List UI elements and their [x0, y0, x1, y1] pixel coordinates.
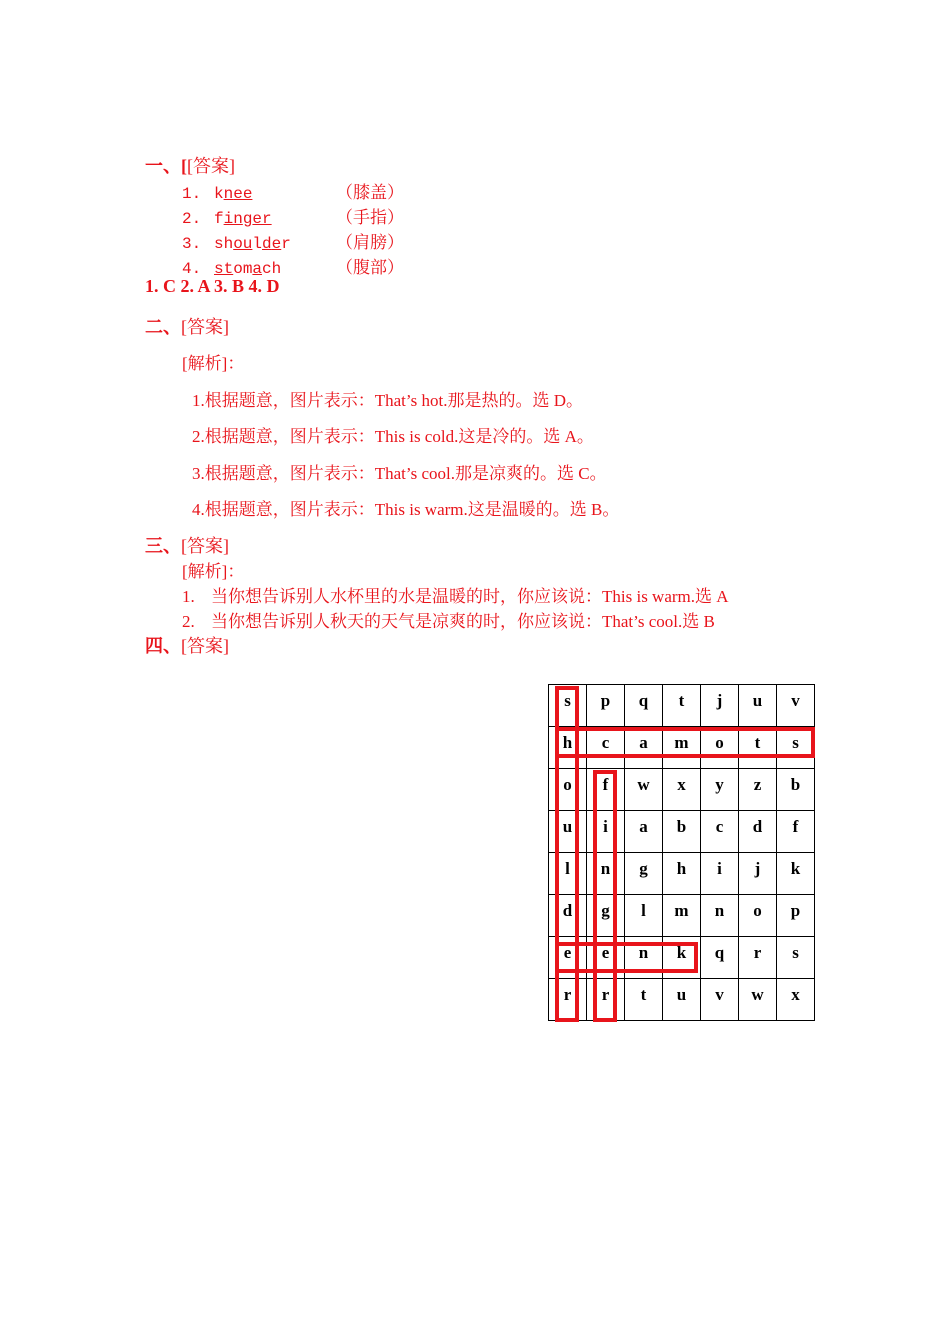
grid-cell: o: [739, 895, 777, 937]
grid-cell: a: [625, 727, 663, 769]
grid-cell: t: [739, 727, 777, 769]
highlight-box-stomachs: [555, 727, 815, 758]
grid-cell: c: [587, 727, 625, 769]
underlined-letters: ou: [233, 235, 253, 253]
highlight-box-finger: [593, 770, 617, 1022]
letters: sh: [214, 235, 234, 253]
grid-cell: h: [549, 727, 587, 769]
grid-row: [549, 853, 815, 895]
section-3-analysis-tag: [解析]：: [182, 562, 245, 581]
underlined-letters: st: [214, 260, 234, 278]
grid-row: [549, 685, 815, 727]
explanation-number: 1.: [182, 587, 195, 606]
grid-cell: m: [663, 895, 701, 937]
letters: l: [252, 235, 263, 253]
grid-cell: r: [549, 979, 587, 1021]
grid-cell: p: [777, 895, 815, 937]
grid-cell: g: [587, 895, 625, 937]
underlined-letters: er: [252, 210, 272, 228]
analysis-line: 2.根据题意，图片表示：This is cold.这是冷的。选 A。: [192, 427, 594, 446]
grid-cell: u: [739, 685, 777, 727]
underlined-letters: ee: [233, 185, 253, 203]
grid-row: [549, 895, 815, 937]
grid-cell: m: [663, 727, 701, 769]
grid-cell: i: [701, 853, 739, 895]
grid-cell: b: [777, 769, 815, 811]
grid-row: [549, 811, 815, 853]
vocab-meaning: （膝盖）: [336, 183, 404, 202]
grid-cell: a: [625, 811, 663, 853]
grid-cell: l: [625, 895, 663, 937]
grid-cell: j: [701, 685, 739, 727]
vocab-meaning: （腹部）: [336, 258, 404, 277]
grid-cell: e: [549, 937, 587, 979]
letters: g: [242, 210, 253, 228]
underlined-letters: d: [262, 235, 272, 253]
vocab-item-number: 1.: [182, 185, 202, 203]
explanation-text: 当你想告诉别人秋天的天气是凉爽的时，你应该说：That’s cool.选 B: [211, 612, 715, 631]
section-4-number: 四、: [145, 636, 181, 656]
grid-cell: z: [739, 769, 777, 811]
grid-cell: h: [663, 853, 701, 895]
letters: r: [281, 235, 291, 253]
grid-cell: n: [587, 853, 625, 895]
vocab-word: [214, 235, 336, 253]
vocab-word: [214, 210, 336, 228]
grid-cell: k: [777, 853, 815, 895]
grid-cell: b: [663, 811, 701, 853]
explanation-line: [182, 607, 715, 632]
grid-cell: o: [701, 727, 739, 769]
section-4-heading: [145, 632, 229, 658]
section-4-answer-tag: [答案]: [181, 636, 229, 656]
grid-cell: i: [587, 811, 625, 853]
grid-cell: u: [663, 979, 701, 1021]
grid-cell: l: [549, 853, 587, 895]
answer-tag-text: [答案]: [187, 156, 235, 176]
grid-cell: c: [701, 811, 739, 853]
vocab-item: [182, 253, 404, 278]
grid-cell: x: [777, 979, 815, 1021]
underlined-letters: n: [223, 185, 234, 203]
grid-cell: s: [549, 685, 587, 727]
grid-cell: x: [663, 769, 701, 811]
grid-cell: u: [549, 811, 587, 853]
vocab-item-number: 3.: [182, 235, 202, 253]
grid-cell: o: [549, 769, 587, 811]
grid-cell: r: [587, 979, 625, 1021]
section-3-number: 三、: [145, 536, 181, 556]
grid-row: [549, 979, 815, 1021]
grid-cell: p: [587, 685, 625, 727]
underlined-letters: e: [271, 235, 282, 253]
vocab-item: [182, 228, 404, 253]
answer-tag-bracket: [: [181, 156, 187, 176]
grid-cell: f: [587, 769, 625, 811]
section-2-answer-tag: [答案]: [181, 317, 229, 337]
grid-cell: q: [701, 937, 739, 979]
grid-cell: d: [739, 811, 777, 853]
grid-cell: w: [625, 769, 663, 811]
vocab-word: [214, 185, 336, 203]
grid-cell: y: [701, 769, 739, 811]
analysis-line: 4.根据题意，图片表示：This is warm.这是温暖的。选 B。: [192, 500, 620, 519]
section-1-heading: [145, 152, 235, 178]
section-1-number: 一、: [145, 156, 181, 176]
letters: m: [242, 260, 253, 278]
section-2-analysis-tag: [解析]：: [182, 354, 245, 373]
grid-cell: v: [701, 979, 739, 1021]
vocab-item: [182, 203, 404, 228]
grid-cell: t: [625, 979, 663, 1021]
grid-cell: j: [739, 853, 777, 895]
grid-cell: f: [777, 811, 815, 853]
grid-cell: n: [701, 895, 739, 937]
grid-cell: n: [625, 937, 663, 979]
explanation-line: [182, 582, 729, 607]
grid-cell: k: [663, 937, 701, 979]
underlined-letters: a: [252, 260, 263, 278]
section-3-heading: [145, 532, 229, 558]
grid-row: [549, 769, 815, 811]
letters: k: [214, 185, 224, 203]
grid-cell: d: [549, 895, 587, 937]
grid-cell: q: [625, 685, 663, 727]
section-1-answers: 1. C 2. A 3. B 4. D: [145, 276, 280, 296]
grid-cell: s: [777, 937, 815, 979]
vocab-item: [182, 178, 404, 203]
letters: o: [233, 260, 243, 278]
analysis-line: 1.根据题意，图片表示：That’s hot.那是热的。选 D。: [192, 391, 583, 410]
vocab-item-number: 4.: [182, 260, 202, 278]
grid-cell: v: [777, 685, 815, 727]
grid-cell: t: [663, 685, 701, 727]
section-2-heading: [145, 313, 229, 339]
vocab-meaning: （手指）: [336, 208, 404, 227]
grid-cell: e: [587, 937, 625, 979]
underlined-letters: in: [223, 210, 243, 228]
section-3-answer-tag: [答案]: [181, 536, 229, 556]
highlight-box-knee: [555, 942, 698, 973]
vocab-item-number: 2.: [182, 210, 202, 228]
letters: ch: [262, 260, 282, 278]
letters: f: [214, 210, 224, 228]
explanation-number: 2.: [182, 612, 195, 631]
grid-cell: g: [625, 853, 663, 895]
grid-cell: r: [739, 937, 777, 979]
section-2-number: 二、: [145, 317, 181, 337]
vocab-meaning: （肩膀）: [336, 233, 404, 252]
grid-cell: w: [739, 979, 777, 1021]
analysis-line: 3.根据题意，图片表示：That’s cool.那是凉爽的。选 C。: [192, 464, 607, 483]
grid-cell: s: [777, 727, 815, 769]
explanation-text: 当你想告诉别人水杯里的水是温暖的时，你应该说：This is warm.选 A: [211, 587, 729, 606]
section-1-answer-tag: [181, 156, 235, 176]
